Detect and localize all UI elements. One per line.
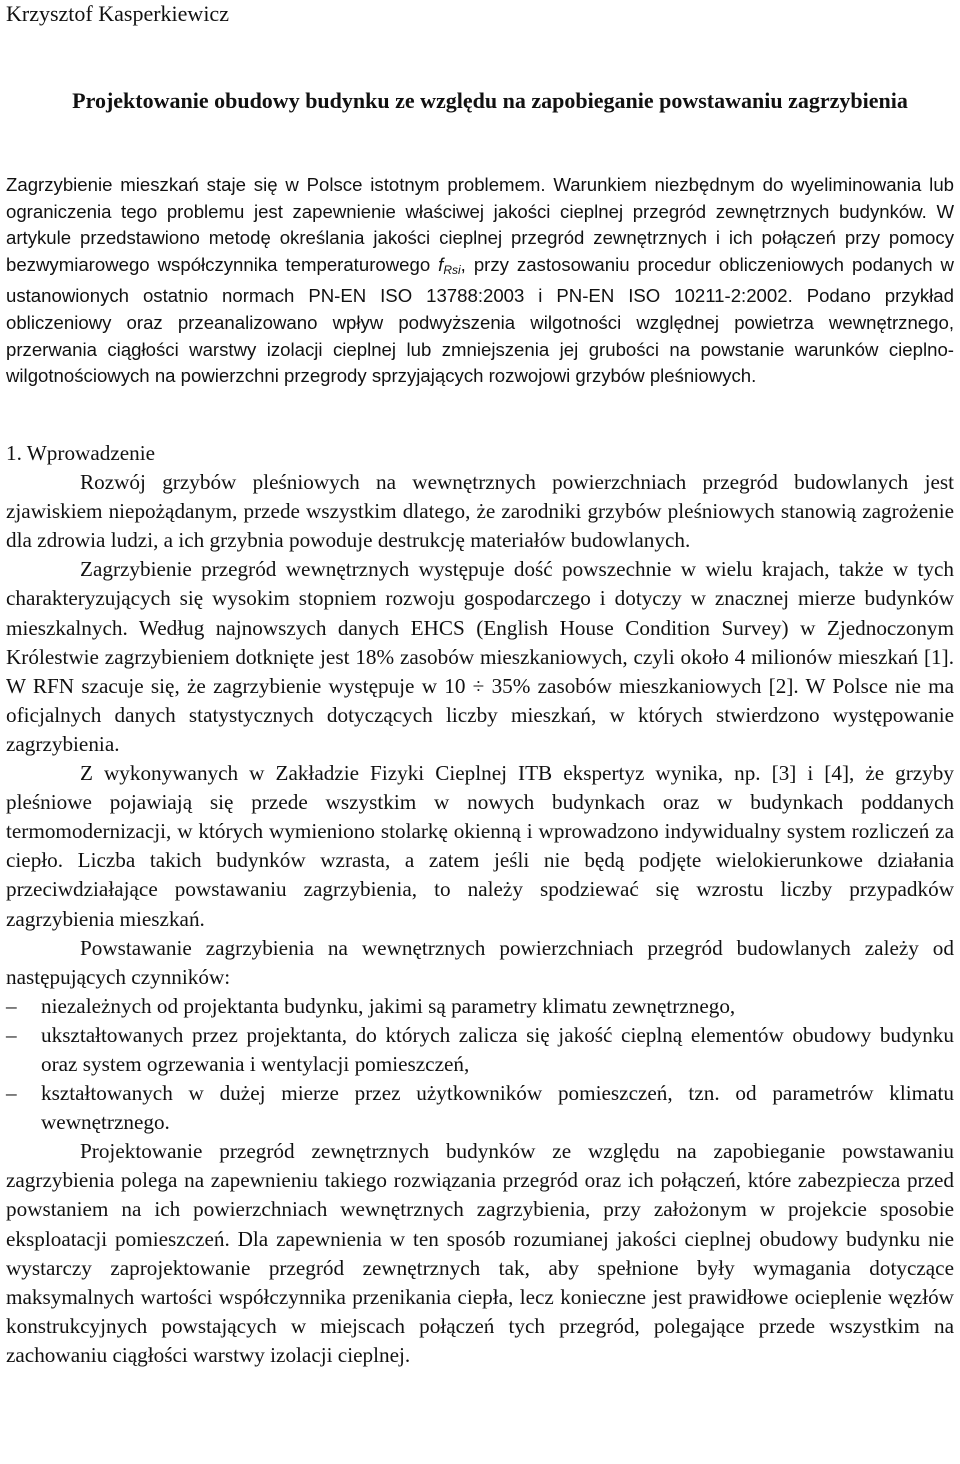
list-item-text: niezależnych od projektanta budynku, jakimi są parametry klimatu zewnętrznego, <box>41 993 736 1018</box>
abstract <box>6 172 954 390</box>
coefficient-symbol-subscript: Rsi <box>443 262 461 277</box>
abstract-text-part1: Zagrzybienie mieszkań staje się w Polsce istotnym problemem. Warunkiem niezbędnym do wyeliminowania lub ograniczenia tego problemu jest zapewnienie właściwej jakości cieplnej przegród zewnętrznych budynków. W artykule przedstawiono metodę określania jakości cieplnej przegród zewnętrznych i ich połączeń przy pomocy bezwymiarowego współczynnika temperaturowego <box>6 174 954 275</box>
paragraph: Z wykonywanych w Zakładzie Fizyki Cieplnej ITB ekspertyz wynika, np. [3] i [4], że grzyby pleśniowe pojawiają się przede wszystkim w nowych budynkach oraz w budynkach poddanych termomodernizacji, w których wymieniono stolarkę okienną i wprowadzono indywidualny system rozliczeń za ciepło. Liczba takich budynków wzrasta, a zatem jeśli nie będą podjęte wielokierunkowe działania przeciwdziałające powstawaniu zagrzybienia, to należy spodziewać się wzrostu liczby przypadków zagrzybienia mieszkań. <box>6 761 954 931</box>
list-dash: – <box>6 1081 17 1106</box>
coefficient-symbol <box>438 254 461 275</box>
paragraph: Rozwój grzybów pleśniowych na wewnętrznych powierzchniach przegród budowlanych jest zjawiskiem niepożądanym, przede wszystkim dlatego, że zarodniki grzybów pleśniowych stanowią zagrożenie dla zdrowia ludzi, a ich grzybnia powoduje destrukcję materiałów budowlanych. <box>6 470 954 553</box>
coefficient-symbol-letter: f <box>438 253 444 275</box>
list-item-text: kształtowanych w dużej mierze przez użytkowników pomieszczeń, tzn. od parametrów klimatu wewnętrznego. <box>41 1081 954 1135</box>
list-dash: – <box>6 993 17 1018</box>
section-heading: 1. Wprowadzenie <box>6 441 156 465</box>
list-item-text: ukształtowanych przez projektanta, do których zalicza się jakość cieplną elementów obudowy budynku oraz system ogrzewania i wentylacji pomieszczeń, <box>41 1022 954 1076</box>
abstract-text-part2: , przy zastosowaniu procedur obliczeniowych podanych w ustanowionych ostatnio normach PN-EN ISO 13788:2003 i PN-EN ISO 10211-2:2002. Podano przykład obliczeniowy oraz przeanalizowano wpływ podwyższenia wilgotności względnej powietrza wewnętrznego, przerwania ciągłości warstwy izolacji cieplnej lub zmniejszenia jej grubości na powstanie warunków cieplno-wilgotnościowych na powierzchni przegrody sprzyjających rozwojowi grzybów pleśniowych. <box>6 253 954 387</box>
list-item <box>6 992 954 1021</box>
section-introduction <box>6 439 954 1370</box>
author-name: Krzysztof Kasperkiewicz <box>6 1 229 26</box>
factors-list <box>6 992 954 1137</box>
list-item <box>6 1079 954 1137</box>
paper-title: Projektowanie obudowy budynku ze względu na zapobieganie powstawaniu zagrzybienia <box>72 88 908 113</box>
paragraph: Powstawanie zagrzybienia na wewnętrznych powierzchniach przegród budowlanych zależy od następujących czynników: <box>6 935 954 989</box>
list-item <box>6 1021 954 1079</box>
paragraph: Projektowanie przegród zewnętrznych budynków ze względu na zapobieganie powstawaniu zagrzybienia polega na zapewnieniu takiego rozwiązania przegród oraz ich połączeń, które zabezpiecza przed powstaniem na ich powierzchniach wewnętrznych zagrzybienia, przy założonym w projekcie sposobie eksploatacji pomieszczeń. Dla zapewnienia w ten sposób rozumianej jakości cieplnej obudowy budynku nie wystarczy zaprojektowanie przegród zewnętrznych tak, aby spełnione były wymagania dotyczące maksymalnych wartości współczynnika przenikania ciepła, lecz konieczne jest prawidłowe ocieplenie węzłów konstrukcyjnych powstających w miejscach połączeń tych przegród, polegające przede wszystkim na zachowaniu ciągłości warstwy izolacji cieplnej. <box>6 1139 954 1367</box>
list-dash: – <box>6 1022 17 1047</box>
paragraph: Zagrzybienie przegród wewnętrznych występuje dość powszechnie w wielu krajach, także w tych charakteryzujących się wysokim stopniem rozwoju gospodarczego i dotyczy w znacznej mierze budynków mieszkalnych. Według najnowszych danych EHCS (English House Condition Survey) w Zjednoczonym Królestwie zagrzybieniem dotknięte jest 18% zasobów mieszkaniowych, czyli około 4 milionów mieszkań [1]. W RFN szacuje się, że zagrzybienie występuje w 10 ÷ 35% zasobów mieszkaniowych [2]. W Polsce nie ma oficjalnych danych statystycznych dotyczących liczby mieszkań, w których stwierdzono występowanie zagrzybienia. <box>6 557 954 756</box>
